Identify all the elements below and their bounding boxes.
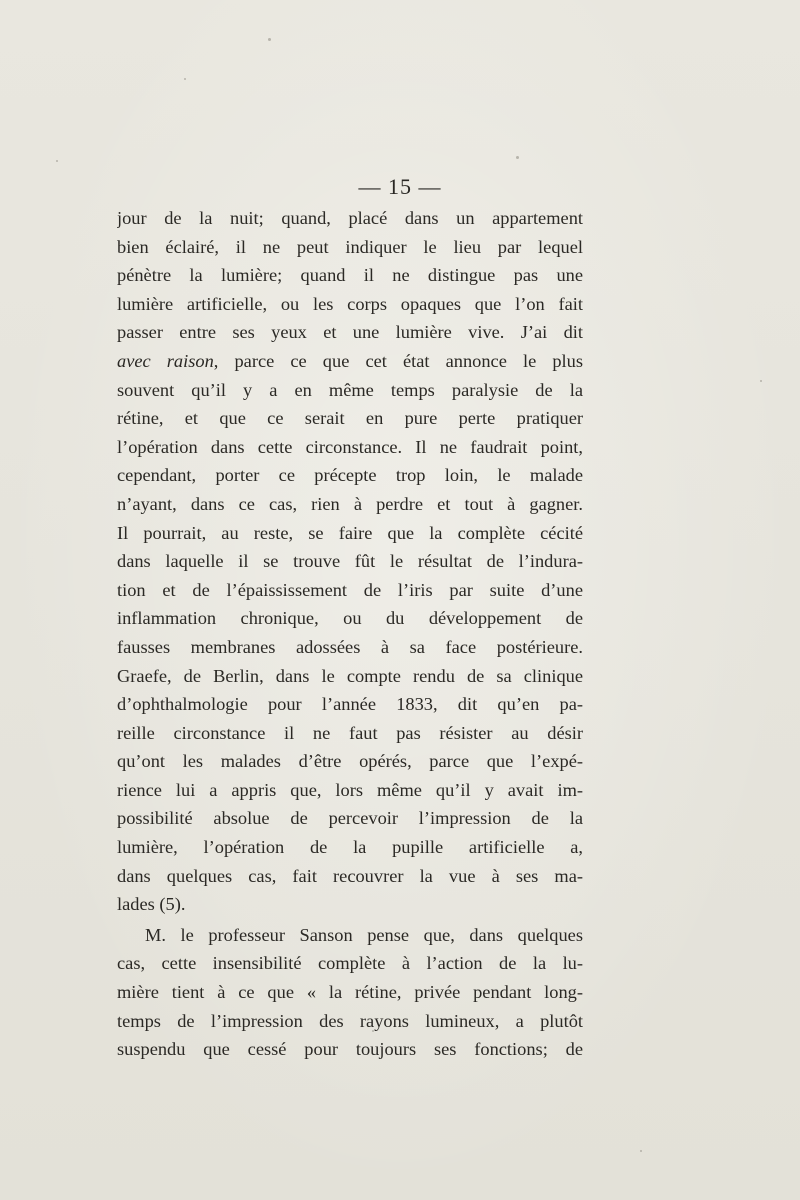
text-line: lumière, l’opération de la pupille artificielle a, xyxy=(117,837,583,858)
text-line: cependant, porter ce précepte trop loin, le malade xyxy=(117,465,583,486)
text-line: suspendu que cessé pour toujours ses fonctions; de xyxy=(117,1039,583,1060)
text-line: dans laquelle il se trouve fût le résultat de l’indura- xyxy=(117,551,583,572)
text-line: l’opération dans cette circonstance. Il ne faudrait point, xyxy=(117,436,583,457)
text-line: Graefe, de Berlin, dans le compte rendu de sa clinique xyxy=(117,665,583,686)
paper-speck xyxy=(760,380,762,382)
text-line-paragraph-start: M. le professeur Sanson pense que, dans quelques xyxy=(145,924,583,945)
text-line: tion et de l’épaississement de l’iris par suite d’une xyxy=(117,579,583,600)
text-line: bien éclairé, il ne peut indiquer le lieu par lequel xyxy=(117,236,583,257)
text-line: pénètre la lumière; quand il ne distingue pas une xyxy=(117,265,583,286)
italic-phrase: avec raison xyxy=(117,350,214,371)
text-line: cas, cette insensibilité complète à l’action de la lu- xyxy=(117,953,583,974)
paper-speck xyxy=(184,78,186,80)
text-line: qu’ont les malades d’être opérés, parce que l’expé- xyxy=(117,751,583,772)
body-text xyxy=(117,204,583,1064)
page-number: — 15 — xyxy=(358,174,442,199)
text-line: d’ophthalmologie pour l’année 1833, dit qu’en pa- xyxy=(117,694,583,715)
text-line: passer entre ses yeux et une lumière vive. J’ai dit xyxy=(117,322,583,343)
text-line: souvent qu’il y a en même temps paralysie de la xyxy=(117,379,583,400)
text-line: dans quelques cas, fait recouvrer la vue à ses ma- xyxy=(117,865,583,886)
text-line: mière tient à ce que « la rétine, privée pendant long- xyxy=(117,982,583,1003)
text-line xyxy=(117,347,583,376)
paper-speck xyxy=(56,160,58,162)
paper-speck xyxy=(640,1150,642,1152)
text-line: jour de la nuit; quand, placé dans un appartement xyxy=(117,208,583,228)
text-line: possibilité absolue de percevoir l’impression de la xyxy=(117,808,583,829)
text-line-paragraph-end: lades (5). xyxy=(117,894,186,915)
text-line: fausses membranes adossées à sa face postérieure. xyxy=(117,636,583,657)
text-line: n’ayant, dans ce cas, rien à perdre et tout à gagner. xyxy=(117,493,583,514)
text-line: temps de l’impression des rayons lumineux, a plutôt xyxy=(117,1010,583,1031)
text-line: Il pourrait, au reste, se faire que la complète cécité xyxy=(117,522,583,543)
text-line: rience lui a appris que, lors même qu’il y avait im- xyxy=(117,779,583,800)
text-line: lumière artificielle, ou les corps opaques que l’on fait xyxy=(117,293,583,314)
paper-speck xyxy=(268,38,271,41)
text-line: inflammation chronique, ou du développement de xyxy=(117,608,583,629)
paper-speck xyxy=(516,156,519,159)
text-line: rétine, et que ce serait en pure perte pratiquer xyxy=(117,408,583,429)
text-line: reille circonstance il ne faut pas résister au désir xyxy=(117,722,583,743)
text-line-rest: , parce ce que cet état annonce le plus xyxy=(213,350,583,371)
